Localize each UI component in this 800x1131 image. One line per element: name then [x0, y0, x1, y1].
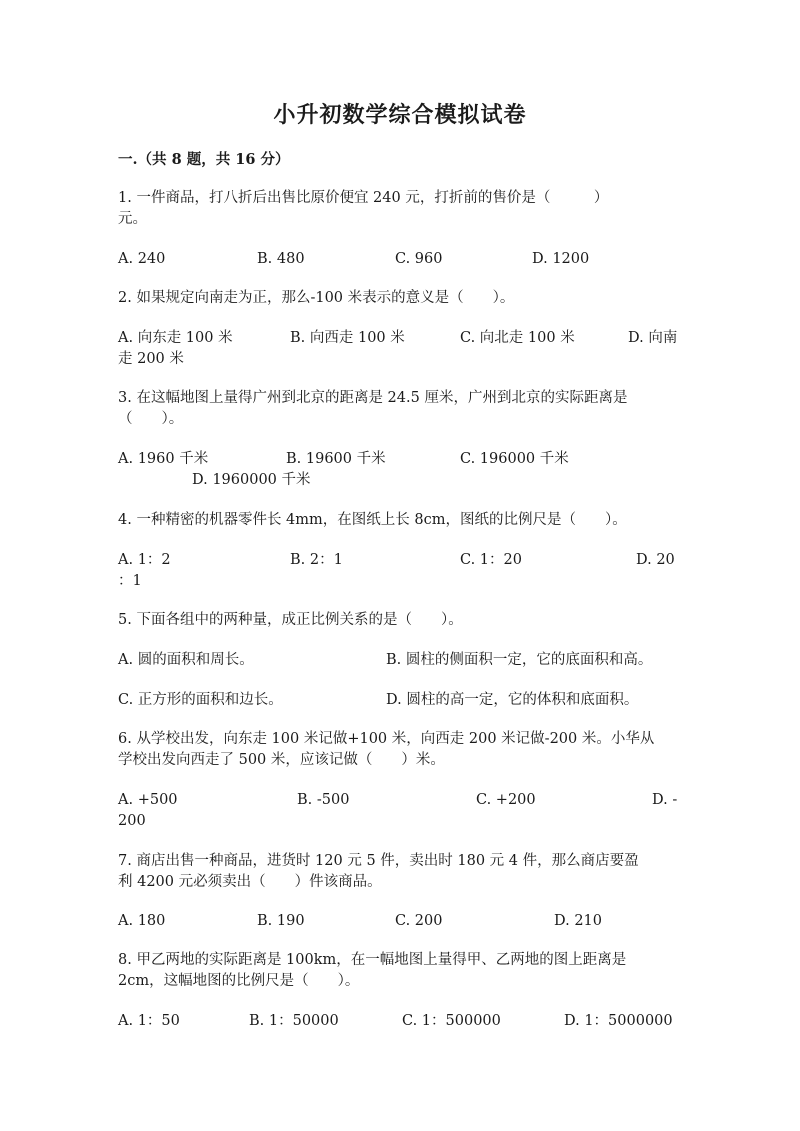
- question-6-stem-line2: 学校出发向西走了 500 米，应该记做（ ）米。: [118, 752, 445, 768]
- question-4-option-d: D. 20: [636, 552, 675, 568]
- question-5-option-d: D. 圆柱的高一定，它的体积和底面积。: [386, 692, 639, 708]
- question-4-option-d-wrap: ：1: [118, 573, 142, 589]
- question-2-option-a: A. 向东走 100 米: [118, 330, 233, 346]
- question-7-stem-line2: 利 4200 元必须卖出（ ）件该商品。: [118, 874, 382, 890]
- section-heading: 一.（共 8 题，共 16 分）: [118, 151, 290, 168]
- question-5-option-a: A. 圆的面积和周长。: [118, 652, 254, 668]
- page-title: 小升初数学综合模拟试卷: [273, 102, 527, 128]
- question-6-option-c: C. +200: [476, 792, 536, 808]
- question-1-option-d: D. 1200: [532, 251, 590, 267]
- question-6-option-d-wrap: 200: [118, 813, 146, 829]
- question-2-stem-line1: 2. 如果规定向南走为正，那么-100 米表示的意义是（ ）。: [118, 290, 515, 306]
- question-4-option-b: B. 2：1: [290, 552, 343, 568]
- question-3-option-b: B. 19600 千米: [286, 451, 386, 467]
- question-3-option-d: D. 1960000 千米: [192, 472, 311, 488]
- question-5-stem-line1: 5. 下面各组中的两种量，成正比例关系的是（ ）。: [118, 612, 463, 628]
- question-4-option-a: A. 1：2: [118, 552, 171, 568]
- question-3-stem-line1: 3. 在这幅地图上量得广州到北京的距离是 24.5 厘米，广州到北京的实际距离是: [118, 390, 628, 406]
- question-3-option-c: C. 196000 千米: [460, 451, 569, 467]
- question-1-stem-line2: 元。: [118, 211, 147, 227]
- question-2-option-d-wrap: 走 200 米: [118, 351, 184, 367]
- question-3-option-a: A. 1960 千米: [118, 451, 209, 467]
- question-8-option-b: B. 1：50000: [249, 1013, 339, 1029]
- question-6-option-b: B. -500: [297, 792, 350, 808]
- question-5-option-c: C. 正方形的面积和边长。: [118, 692, 283, 708]
- question-1-option-c: C. 960: [395, 251, 443, 267]
- question-7-option-d: D. 210: [554, 913, 603, 929]
- question-2-option-b: B. 向西走 100 米: [290, 330, 405, 346]
- question-8-stem-line2: 2cm，这幅地图的比例尺是（ ）。: [118, 973, 360, 989]
- question-7-option-a: A. 180: [118, 913, 166, 929]
- question-2-option-c: C. 向北走 100 米: [460, 330, 575, 346]
- question-8-option-a: A. 1：50: [118, 1013, 180, 1029]
- question-6-stem-line1: 6. 从学校出发，向东走 100 米记做+100 米，向西走 200 米记做-200 米。小华从: [118, 731, 655, 747]
- question-6-option-d: D. -: [652, 792, 678, 808]
- question-1-option-b: B. 480: [257, 251, 305, 267]
- question-5-option-b: B. 圆柱的侧面积一定，它的底面积和高。: [386, 652, 653, 668]
- question-4-option-c: C. 1：20: [460, 552, 522, 568]
- question-8-option-c: C. 1：500000: [402, 1013, 501, 1029]
- question-8-option-d: D. 1：5000000: [564, 1013, 673, 1029]
- question-7-stem-line1: 7. 商店出售一种商品，进货时 120 元 5 件，卖出时 180 元 4 件，那么商店要盈: [118, 853, 639, 869]
- question-6-option-a: A. +500: [118, 792, 178, 808]
- question-4-stem-line1: 4. 一种精密的机器零件长 4mm，在图纸上长 8cm，图纸的比例尺是（ ）。: [118, 512, 627, 528]
- question-1-option-a: A. 240: [118, 251, 166, 267]
- question-2-option-d: D. 向南: [628, 330, 678, 346]
- question-1-stem-line1: 1. 一件商品，打八折后出售比原价便宜 240 元，打折前的售价是（ ）: [118, 190, 609, 206]
- question-7-option-b: B. 190: [257, 913, 305, 929]
- question-7-option-c: C. 200: [395, 913, 443, 929]
- question-3-stem-line2: （ ）。: [118, 411, 184, 427]
- question-8-stem-line1: 8. 甲乙两地的实际距离是 100km，在一幅地图上量得甲、乙两地的图上距离是: [118, 952, 627, 968]
